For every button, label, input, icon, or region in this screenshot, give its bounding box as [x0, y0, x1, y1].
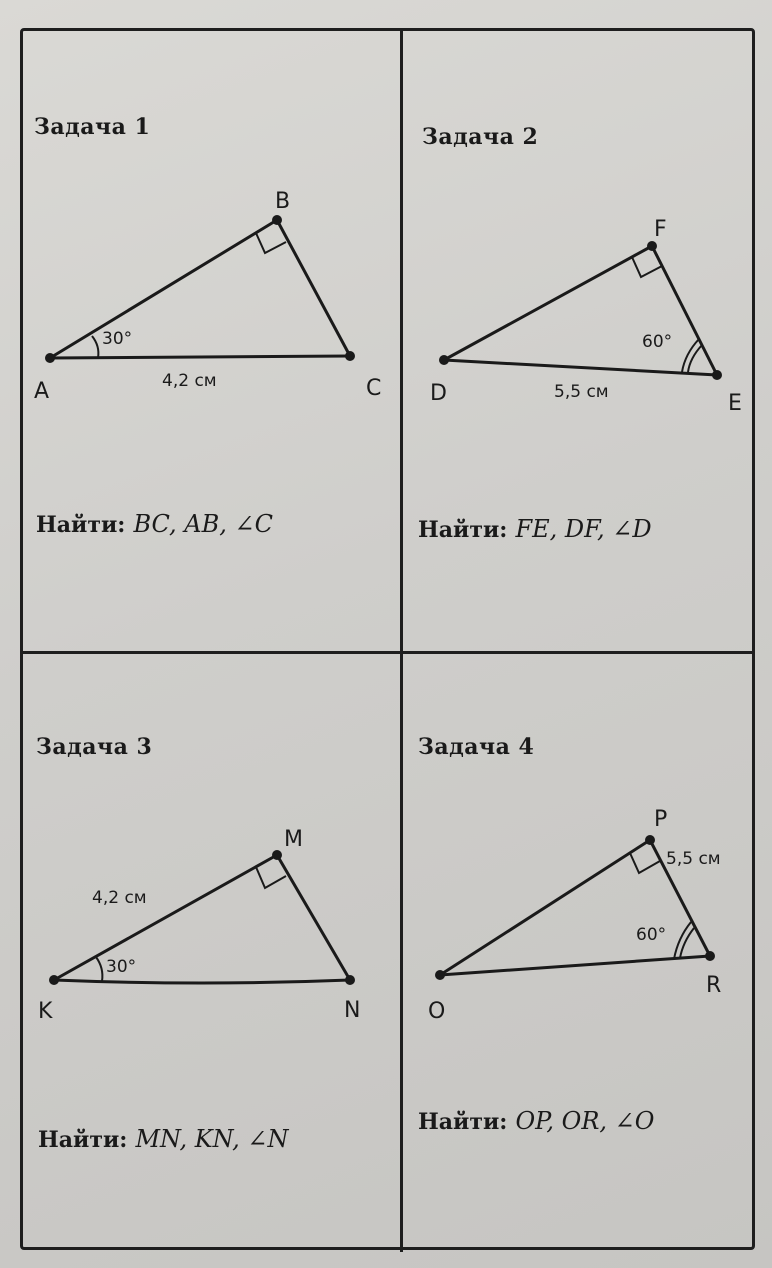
task-4-cell: [404, 660, 772, 1260]
vertex-label-d: D: [430, 381, 447, 406]
side-bc: [277, 220, 350, 356]
vertex-label-a: A: [34, 379, 50, 404]
vertex-point: [712, 370, 722, 380]
side-de: [444, 360, 717, 375]
side-length-label: 5,5 см: [666, 849, 721, 869]
vertex-label-b: B: [275, 189, 291, 214]
horizontal-divider: [20, 651, 755, 654]
find-label: Найти:: [418, 517, 508, 543]
side-km: [54, 855, 277, 980]
task-1-find: [36, 510, 273, 538]
vertex-label-k: K: [38, 999, 53, 1024]
side-length-label: 4,2 см: [92, 888, 147, 908]
vertex-point: [345, 975, 355, 985]
vertex-label-m: M: [284, 827, 303, 852]
task-3-figure: [22, 660, 392, 1260]
vertex-label-e: E: [728, 391, 742, 416]
task-1-figure: [22, 40, 392, 640]
find-quantities: MN, KN, ∠N: [135, 1125, 289, 1153]
task-4-figure: [404, 660, 772, 1260]
task-2-find: [418, 515, 652, 543]
find-quantities: OP, OR, ∠O: [515, 1107, 655, 1135]
task-4-title: Задача 4: [418, 734, 535, 760]
vertex-point: [272, 850, 282, 860]
vertex-point: [435, 970, 445, 980]
vertex-point: [45, 353, 55, 363]
find-quantities: BC, AB, ∠C: [133, 510, 273, 538]
find-label: Найти:: [38, 1127, 128, 1153]
vertex-point: [705, 951, 715, 961]
find-label: Найти:: [36, 512, 126, 538]
task-4-find: [418, 1107, 654, 1135]
right-angle-mark: [256, 233, 286, 253]
side-ab: [50, 220, 277, 358]
angle-label: 30°: [102, 329, 133, 349]
vertex-point: [345, 351, 355, 361]
angle-arc: [96, 957, 102, 981]
side-kn: [54, 980, 350, 983]
task-1-cell: [22, 40, 392, 640]
vertical-divider: [400, 30, 403, 1252]
vertex-label-p: P: [654, 807, 668, 832]
side-ac: [50, 356, 350, 358]
angle-arc: [92, 336, 98, 358]
side-or: [440, 956, 710, 975]
task-2-figure: [404, 40, 772, 640]
angle-arc: [682, 339, 699, 372]
vertex-label-r: R: [706, 973, 722, 998]
vertex-point: [645, 835, 655, 845]
angle-arc: [674, 922, 691, 959]
vertex-label-f: F: [654, 217, 667, 242]
vertex-point: [439, 355, 449, 365]
vertex-point: [272, 215, 282, 225]
side-df: [444, 246, 652, 360]
side-mn: [277, 855, 350, 980]
angle-label: 60°: [642, 332, 673, 352]
vertex-point: [647, 241, 657, 251]
task-3-find: [38, 1125, 289, 1153]
task-2-title: Задача 2: [422, 124, 539, 150]
vertex-label-n: N: [344, 998, 361, 1023]
find-label: Найти:: [418, 1109, 508, 1135]
angle-arc: [680, 928, 694, 958]
side-length-label: 5,5 см: [554, 382, 609, 402]
vertex-label-o: O: [428, 999, 446, 1024]
right-angle-mark: [256, 867, 286, 888]
side-op: [440, 840, 650, 975]
task-2-cell: [404, 40, 772, 640]
task-3-cell: [22, 660, 392, 1260]
find-quantities: FE, DF, ∠D: [515, 515, 652, 543]
vertex-point: [49, 975, 59, 985]
angle-label: 60°: [636, 925, 667, 945]
angle-label: 30°: [106, 957, 137, 977]
right-angle-mark: [630, 853, 660, 873]
side-length-label: 4,2 см: [162, 371, 217, 391]
side-fe: [652, 246, 717, 375]
vertex-label-c: C: [366, 376, 382, 401]
task-3-title: Задача 3: [36, 734, 153, 760]
task-1-title: Задача 1: [34, 114, 151, 140]
